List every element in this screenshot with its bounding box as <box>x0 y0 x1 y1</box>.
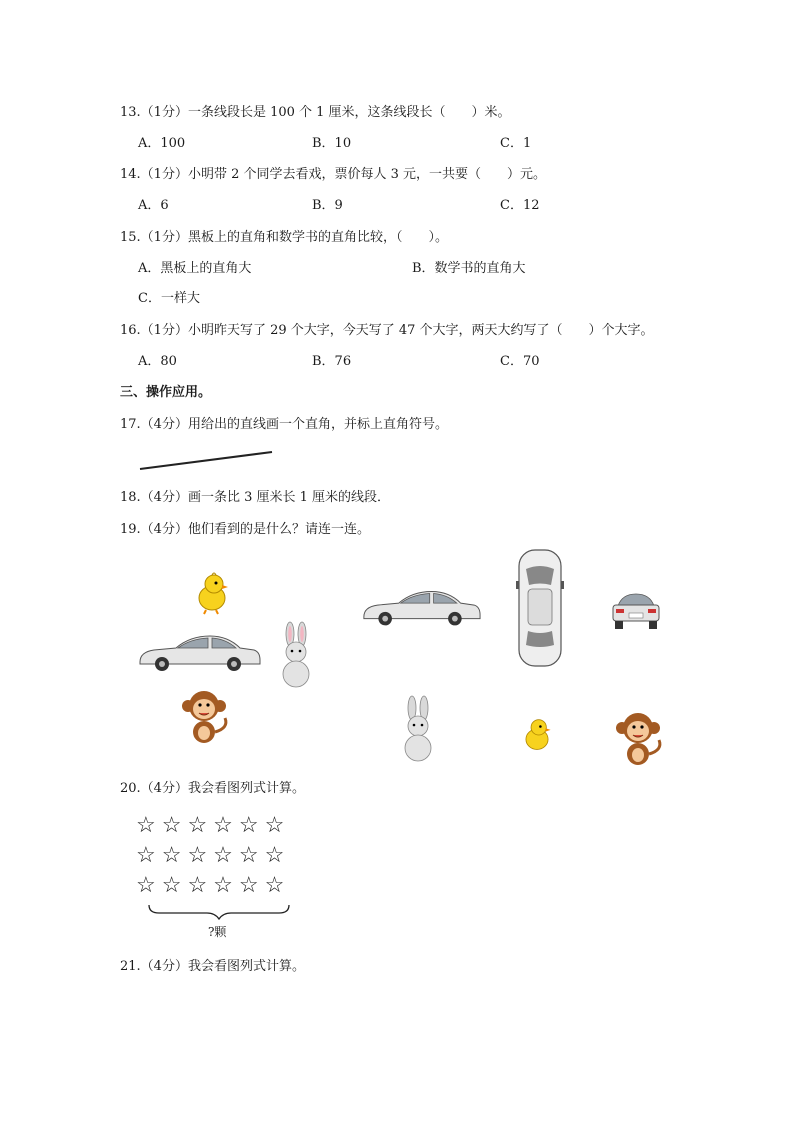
q14-option-b: B．9 <box>312 198 343 213</box>
brace-label: ?颗 <box>208 925 227 939</box>
q18-text: 18.（4分）画一条比 3 厘米长 1 厘米的线段． <box>120 490 391 505</box>
q16-option-a: A．80 <box>138 354 177 369</box>
q16-option-c: C．70 <box>500 354 540 369</box>
q16-option-b: B．76 <box>312 354 352 369</box>
star-row-3: ☆☆☆☆☆☆ <box>136 873 291 898</box>
q14-text: 14.（1分）小明带 2 个同学去看戏，票价每人 3 元，一共要（ ）元。 <box>120 167 547 182</box>
q13-option-b: B．10 <box>312 136 352 151</box>
q17-text: 17.（4分）用给出的直线画一个直角，并标上直角符号。 <box>120 417 448 432</box>
q15-option-a: A．黑板上的直角大 <box>138 261 252 276</box>
q13-option-c: C．1 <box>500 136 532 151</box>
q19-text: 19.（4分）他们看到的是什么？请连一连。 <box>120 522 370 537</box>
star-row-2: ☆☆☆☆☆☆ <box>136 843 291 868</box>
q14-option-a: A．6 <box>138 198 169 213</box>
q16-text: 16.（1分）小明昨天写了 29 个大字，今天写了 47 个大字，两天大约写了（ ）个大字。 <box>120 323 654 338</box>
q14-option-c: C．12 <box>500 198 540 213</box>
q15-option-c: C．一样大 <box>138 291 200 306</box>
q13-option-a: A．100 <box>138 136 186 151</box>
q21-text: 21.（4分）我会看图列式计算。 <box>120 959 305 974</box>
section-heading: 三、操作应用。 <box>120 385 212 400</box>
q20-text: 20.（4分）我会看图列式计算。 <box>120 781 305 796</box>
q15-text: 15.（1分）黑板上的直角和数学书的直角比较，（ ）。 <box>120 230 448 245</box>
star-row-1: ☆☆☆☆☆☆ <box>136 813 291 838</box>
q13-text: 13.（1分）一条线段长是 100 个 1 厘米，这条线段长（ ）米。 <box>120 105 511 120</box>
q15-option-b: B．数学书的直角大 <box>412 261 526 276</box>
